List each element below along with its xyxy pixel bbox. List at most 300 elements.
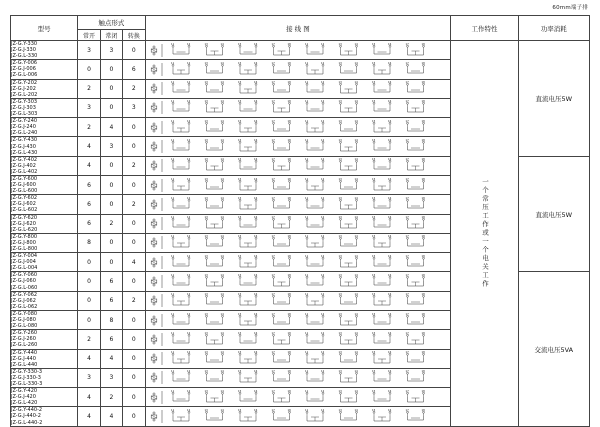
svg-text:12: 12 <box>320 197 324 201</box>
svg-text:18: 18 <box>287 312 291 316</box>
svg-text:14: 14 <box>220 216 224 220</box>
svg-text:15: 15 <box>371 293 375 297</box>
svg-text:11: 11 <box>304 197 308 201</box>
svg-text:13: 13 <box>338 119 342 123</box>
svg-text:18: 18 <box>287 332 291 336</box>
svg-text:12: 12 <box>186 312 190 316</box>
svg-text:17: 17 <box>405 158 409 162</box>
contact-nc: 0 <box>100 98 122 117</box>
contact-no: 0 <box>78 60 100 79</box>
svg-text:16: 16 <box>387 389 391 393</box>
svg-text:16: 16 <box>253 409 257 413</box>
svg-text:17: 17 <box>405 293 409 297</box>
svg-text:12: 12 <box>320 100 324 104</box>
svg-text:13: 13 <box>204 139 208 143</box>
svg-text:15: 15 <box>371 389 375 393</box>
model-name: JZ-G.J-062 <box>11 297 36 304</box>
contact-no: 0 <box>78 310 100 329</box>
svg-text:15: 15 <box>371 370 375 374</box>
svg-text:18: 18 <box>287 389 291 393</box>
svg-text:15: 15 <box>237 81 241 85</box>
svg-text:15: 15 <box>237 254 241 258</box>
svg-text:13: 13 <box>204 197 208 201</box>
svg-text:18: 18 <box>421 62 425 66</box>
wiring-diagram <box>145 98 451 117</box>
svg-text:18: 18 <box>421 389 425 393</box>
contact-co: 0 <box>123 233 145 252</box>
svg-text:16: 16 <box>253 235 257 239</box>
svg-text:13: 13 <box>338 332 342 336</box>
svg-text:16: 16 <box>253 100 257 104</box>
svg-text:11: 11 <box>170 158 174 162</box>
model-cell <box>11 349 78 368</box>
model-name: JZ-G.Y-330-3 <box>11 368 43 375</box>
model-name: JZ-G.L-800 <box>11 246 38 252</box>
svg-text:18: 18 <box>287 158 291 162</box>
svg-text:11: 11 <box>304 254 308 258</box>
contact-nc: 4 <box>100 118 122 137</box>
svg-text:17: 17 <box>405 389 409 393</box>
svg-text:15: 15 <box>237 235 241 239</box>
svg-text:17: 17 <box>271 119 275 123</box>
svg-text:14: 14 <box>220 139 224 143</box>
svg-text:11: 11 <box>304 409 308 413</box>
svg-text:11: 11 <box>304 312 308 316</box>
svg-text:16: 16 <box>387 254 391 258</box>
svg-text:11: 11 <box>304 216 308 220</box>
svg-text:17: 17 <box>405 409 409 413</box>
svg-text:15: 15 <box>237 351 241 355</box>
model-cell <box>11 156 78 175</box>
svg-text:11: 11 <box>170 293 174 297</box>
svg-text:16: 16 <box>253 293 257 297</box>
work-characteristic-label: 一个常压工作或一个电关工作 <box>481 178 490 289</box>
svg-text:11: 11 <box>304 62 308 66</box>
model-name: JZ-G.J-430 <box>11 143 36 150</box>
svg-text:12: 12 <box>320 158 324 162</box>
svg-text:14: 14 <box>354 389 358 393</box>
svg-text:18: 18 <box>287 197 291 201</box>
svg-text:18: 18 <box>287 293 291 297</box>
svg-text:12: 12 <box>186 409 190 413</box>
model-name: JZ-G.Y-800 <box>11 233 38 240</box>
model-name: JZ-G.Y-260 <box>11 330 38 337</box>
svg-text:17: 17 <box>271 42 275 46</box>
svg-text:18: 18 <box>421 312 425 316</box>
wiring-diagram <box>145 118 451 137</box>
svg-text:14: 14 <box>220 293 224 297</box>
svg-text:11: 11 <box>304 119 308 123</box>
svg-text:17: 17 <box>405 62 409 66</box>
model-name: JZ-G.J-330 <box>11 47 36 54</box>
model-name: JZ-G.J-620 <box>11 220 36 227</box>
svg-text:15: 15 <box>237 332 241 336</box>
svg-text:13: 13 <box>338 216 342 220</box>
model-name: JZ-G.L-402 <box>11 168 38 175</box>
svg-text:11: 11 <box>304 235 308 239</box>
svg-text:18: 18 <box>421 235 425 239</box>
model-cell <box>11 253 78 272</box>
contact-nc: 6 <box>100 272 122 291</box>
model-cell <box>11 41 78 60</box>
svg-text:18: 18 <box>421 254 425 258</box>
svg-text:18: 18 <box>287 139 291 143</box>
model-name: JZ-G.Y-402 <box>11 156 38 163</box>
header-diagram: 接 线 图 <box>145 16 451 41</box>
svg-text:13: 13 <box>204 409 208 413</box>
svg-text:14: 14 <box>354 254 358 258</box>
svg-text:15: 15 <box>237 389 241 393</box>
svg-text:12: 12 <box>186 370 190 374</box>
svg-text:18: 18 <box>421 81 425 85</box>
svg-text:17: 17 <box>271 389 275 393</box>
contact-nc: 0 <box>100 79 122 98</box>
svg-text:12: 12 <box>186 158 190 162</box>
model-name: JZ-G.L-060 <box>11 284 38 291</box>
model-name: JZ-G.Y-420 <box>11 388 38 395</box>
contact-no: 0 <box>78 291 100 310</box>
svg-text:16: 16 <box>387 409 391 413</box>
svg-text:11: 11 <box>170 119 174 123</box>
svg-text:12: 12 <box>186 119 190 123</box>
svg-text:16: 16 <box>253 370 257 374</box>
svg-text:13: 13 <box>338 235 342 239</box>
svg-text:14: 14 <box>354 42 358 46</box>
contact-nc: 4 <box>100 407 122 426</box>
model-cell <box>11 118 78 137</box>
model-cell <box>11 79 78 98</box>
model-name: JZ-G.Y-620 <box>11 214 38 221</box>
svg-text:12: 12 <box>186 197 190 201</box>
svg-text:16: 16 <box>253 139 257 143</box>
svg-text:13: 13 <box>204 312 208 316</box>
contact-nc: 0 <box>100 175 122 194</box>
svg-text:11: 11 <box>170 139 174 143</box>
model-cell <box>11 272 78 291</box>
svg-text:15: 15 <box>371 62 375 66</box>
model-name: JZ-G.L-440 <box>11 361 38 368</box>
svg-text:12: 12 <box>186 235 190 239</box>
svg-text:16: 16 <box>387 62 391 66</box>
svg-text:16: 16 <box>253 197 257 201</box>
model-cell <box>11 233 78 252</box>
svg-text:14: 14 <box>220 100 224 104</box>
svg-text:16: 16 <box>253 177 257 181</box>
svg-text:15: 15 <box>371 235 375 239</box>
model-name: JZ-G.Y-440-2 <box>11 407 43 414</box>
model-name: JZ-G.Y-602 <box>11 195 38 202</box>
svg-text:14: 14 <box>220 81 224 85</box>
contact-no: 4 <box>78 156 100 175</box>
svg-text:16: 16 <box>387 312 391 316</box>
svg-text:15: 15 <box>237 177 241 181</box>
model-cell <box>11 310 78 329</box>
svg-text:11: 11 <box>170 332 174 336</box>
model-name: JZ-G.J-600 <box>11 182 36 189</box>
model-name: JZ-G.L-080 <box>11 323 38 330</box>
svg-text:15: 15 <box>237 274 241 278</box>
wiring-diagram <box>145 330 451 349</box>
contact-nc: 0 <box>100 253 122 272</box>
svg-text:11: 11 <box>304 351 308 355</box>
svg-text:18: 18 <box>421 332 425 336</box>
svg-text:17: 17 <box>405 81 409 85</box>
wiring-diagram <box>145 233 451 252</box>
model-name: JZ-G.Y-240 <box>11 118 38 125</box>
svg-text:15: 15 <box>237 62 241 66</box>
contact-nc: 2 <box>100 388 122 407</box>
model-cell <box>11 291 78 310</box>
svg-text:11: 11 <box>304 177 308 181</box>
svg-text:11: 11 <box>170 197 174 201</box>
svg-text:12: 12 <box>186 177 190 181</box>
contact-nc: 2 <box>100 214 122 233</box>
wiring-diagram <box>145 214 451 233</box>
svg-text:15: 15 <box>237 119 241 123</box>
svg-text:15: 15 <box>237 139 241 143</box>
contact-co: 4 <box>123 253 145 272</box>
model-cell <box>11 388 78 407</box>
svg-text:17: 17 <box>405 119 409 123</box>
svg-text:13: 13 <box>204 370 208 374</box>
contact-nc: 6 <box>100 291 122 310</box>
svg-text:13: 13 <box>338 62 342 66</box>
svg-text:12: 12 <box>320 370 324 374</box>
svg-text:15: 15 <box>371 351 375 355</box>
svg-text:11: 11 <box>170 216 174 220</box>
svg-text:12: 12 <box>186 389 190 393</box>
svg-text:17: 17 <box>405 370 409 374</box>
svg-text:15: 15 <box>371 177 375 181</box>
table-body <box>11 41 590 427</box>
svg-text:14: 14 <box>220 197 224 201</box>
svg-text:14: 14 <box>220 42 224 46</box>
svg-text:13: 13 <box>204 216 208 220</box>
svg-text:12: 12 <box>320 332 324 336</box>
model-name: JZ-G.Y-062 <box>11 291 38 298</box>
contact-no: 4 <box>78 349 100 368</box>
svg-text:14: 14 <box>220 274 224 278</box>
svg-text:14: 14 <box>354 274 358 278</box>
model-name: JZ-G.J-202 <box>11 85 36 92</box>
contact-co: 0 <box>123 214 145 233</box>
svg-text:12: 12 <box>320 216 324 220</box>
svg-text:12: 12 <box>320 81 324 85</box>
header-work: 工作特性 <box>451 16 518 41</box>
contact-co: 0 <box>123 349 145 368</box>
svg-text:15: 15 <box>371 100 375 104</box>
svg-text:17: 17 <box>271 177 275 181</box>
contact-co: 0 <box>123 388 145 407</box>
svg-text:13: 13 <box>338 177 342 181</box>
header-nc: 常闭 <box>100 30 122 41</box>
svg-text:17: 17 <box>271 293 275 297</box>
model-name: JZ-G.Y-600 <box>11 175 38 182</box>
svg-text:18: 18 <box>287 274 291 278</box>
svg-text:18: 18 <box>287 177 291 181</box>
svg-text:15: 15 <box>237 216 241 220</box>
contact-no: 6 <box>78 195 100 214</box>
svg-text:17: 17 <box>405 312 409 316</box>
svg-text:13: 13 <box>204 332 208 336</box>
model-name: JZ-G.L-240 <box>11 130 38 137</box>
svg-text:15: 15 <box>371 409 375 413</box>
contact-nc: 3 <box>100 41 122 60</box>
svg-text:11: 11 <box>170 351 174 355</box>
model-name: JZ-G.L-260 <box>11 342 38 349</box>
contact-no: 3 <box>78 98 100 117</box>
svg-text:12: 12 <box>186 351 190 355</box>
svg-text:11: 11 <box>304 100 308 104</box>
svg-text:16: 16 <box>253 62 257 66</box>
svg-text:11: 11 <box>170 81 174 85</box>
svg-text:17: 17 <box>405 216 409 220</box>
model-name: JZ-G.L-620 <box>11 226 38 233</box>
svg-text:13: 13 <box>204 254 208 258</box>
wiring-diagram <box>145 253 451 272</box>
contact-nc: 0 <box>100 156 122 175</box>
svg-text:17: 17 <box>271 235 275 239</box>
model-name: JZ-G.J-080 <box>11 317 36 324</box>
contact-nc: 0 <box>100 60 122 79</box>
svg-text:15: 15 <box>371 274 375 278</box>
svg-text:13: 13 <box>338 389 342 393</box>
wiring-diagram <box>145 41 451 60</box>
model-cell <box>11 214 78 233</box>
svg-text:16: 16 <box>387 81 391 85</box>
model-name: JZ-G.J-240 <box>11 124 36 131</box>
svg-text:13: 13 <box>204 62 208 66</box>
svg-text:16: 16 <box>253 312 257 316</box>
svg-text:15: 15 <box>371 81 375 85</box>
svg-text:12: 12 <box>186 81 190 85</box>
model-name: JZ-G.L-004 <box>11 265 38 272</box>
svg-text:17: 17 <box>271 81 275 85</box>
table-header-row <box>11 16 590 30</box>
svg-text:18: 18 <box>421 197 425 201</box>
svg-text:18: 18 <box>421 177 425 181</box>
svg-text:17: 17 <box>405 177 409 181</box>
svg-text:11: 11 <box>170 409 174 413</box>
svg-text:18: 18 <box>287 81 291 85</box>
svg-text:13: 13 <box>338 351 342 355</box>
svg-text:11: 11 <box>304 274 308 278</box>
svg-text:15: 15 <box>237 370 241 374</box>
model-name: JZ-G.J-602 <box>11 201 36 208</box>
svg-text:12: 12 <box>320 62 324 66</box>
svg-text:18: 18 <box>421 119 425 123</box>
contact-co: 0 <box>123 118 145 137</box>
svg-text:12: 12 <box>320 293 324 297</box>
svg-text:15: 15 <box>237 197 241 201</box>
svg-text:16: 16 <box>387 42 391 46</box>
svg-text:16: 16 <box>253 42 257 46</box>
svg-text:16: 16 <box>253 332 257 336</box>
model-name: JZ-G.L-600 <box>11 188 38 195</box>
svg-text:14: 14 <box>354 177 358 181</box>
svg-text:15: 15 <box>371 158 375 162</box>
svg-text:18: 18 <box>287 254 291 258</box>
contact-co: 0 <box>123 330 145 349</box>
svg-text:14: 14 <box>220 351 224 355</box>
svg-text:14: 14 <box>354 100 358 104</box>
svg-text:14: 14 <box>220 389 224 393</box>
svg-text:17: 17 <box>271 312 275 316</box>
svg-text:15: 15 <box>237 293 241 297</box>
contact-nc: 3 <box>100 368 122 387</box>
wiring-diagram <box>145 79 451 98</box>
svg-text:18: 18 <box>287 409 291 413</box>
svg-text:15: 15 <box>371 254 375 258</box>
model-name: JZ-G.J-800 <box>11 239 36 246</box>
contact-no: 3 <box>78 41 100 60</box>
svg-text:12: 12 <box>320 312 324 316</box>
wiring-diagram <box>145 368 451 387</box>
svg-text:11: 11 <box>170 370 174 374</box>
model-cell <box>11 195 78 214</box>
model-name: JZ-G.J-303 <box>11 104 36 111</box>
svg-text:12: 12 <box>186 139 190 143</box>
svg-text:12: 12 <box>186 332 190 336</box>
model-name: JZ-G.J-330-3 <box>11 374 41 381</box>
svg-text:17: 17 <box>405 235 409 239</box>
contact-no: 0 <box>78 253 100 272</box>
svg-text:17: 17 <box>271 139 275 143</box>
svg-text:11: 11 <box>170 312 174 316</box>
svg-text:15: 15 <box>371 42 375 46</box>
svg-text:16: 16 <box>387 274 391 278</box>
contact-nc: 6 <box>100 330 122 349</box>
svg-text:12: 12 <box>320 409 324 413</box>
contact-co: 0 <box>123 407 145 426</box>
svg-text:15: 15 <box>237 409 241 413</box>
model-name: JZ-G.Y-060 <box>11 272 38 279</box>
svg-text:18: 18 <box>287 216 291 220</box>
model-cell <box>11 137 78 156</box>
model-name: JZ-G.J-440-2 <box>11 413 41 420</box>
svg-text:14: 14 <box>220 235 224 239</box>
wiring-diagram <box>145 291 451 310</box>
svg-text:13: 13 <box>338 312 342 316</box>
svg-text:17: 17 <box>405 351 409 355</box>
svg-text:14: 14 <box>354 351 358 355</box>
contact-co: 2 <box>123 291 145 310</box>
svg-text:14: 14 <box>220 332 224 336</box>
svg-text:12: 12 <box>320 351 324 355</box>
svg-text:15: 15 <box>371 216 375 220</box>
svg-text:11: 11 <box>304 293 308 297</box>
svg-text:18: 18 <box>287 62 291 66</box>
contact-co: 0 <box>123 368 145 387</box>
svg-text:11: 11 <box>304 158 308 162</box>
svg-text:12: 12 <box>320 254 324 258</box>
table-row <box>11 41 590 60</box>
svg-text:16: 16 <box>387 216 391 220</box>
svg-text:16: 16 <box>253 389 257 393</box>
svg-text:18: 18 <box>421 274 425 278</box>
svg-text:15: 15 <box>237 158 241 162</box>
svg-text:13: 13 <box>204 389 208 393</box>
svg-text:12: 12 <box>320 139 324 143</box>
svg-text:16: 16 <box>253 274 257 278</box>
svg-text:12: 12 <box>320 119 324 123</box>
svg-text:15: 15 <box>371 332 375 336</box>
svg-text:18: 18 <box>287 100 291 104</box>
model-name: JZ-G.L-602 <box>11 207 38 214</box>
contact-co: 2 <box>123 79 145 98</box>
model-name: JZ-G.J-420 <box>11 394 36 401</box>
wiring-diagram <box>145 407 451 426</box>
